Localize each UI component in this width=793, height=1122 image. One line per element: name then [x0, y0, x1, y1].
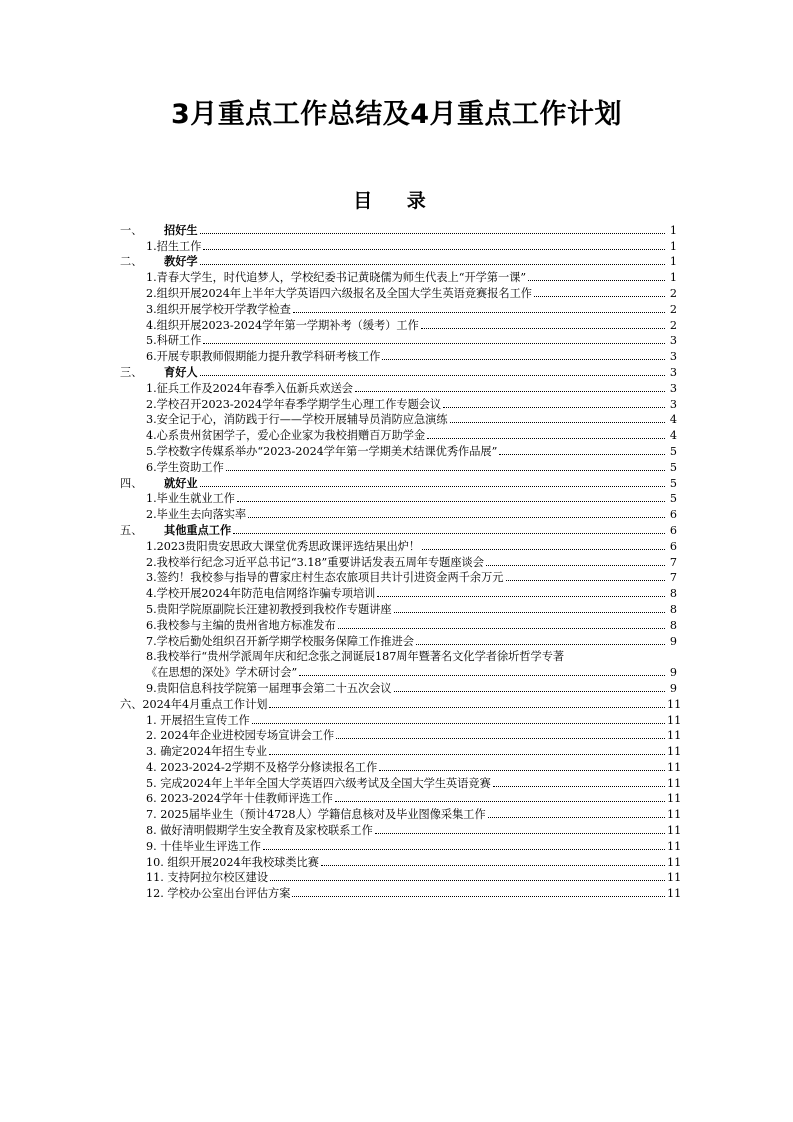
toc-entry-label: 4.组织开展2023-2024学年第一学期补考（缓考）工作 [146, 318, 419, 332]
toc-page-number: 2 [669, 302, 677, 316]
toc-dot-leader [421, 328, 665, 329]
toc-entry[interactable] [120, 664, 677, 680]
toc-dot-leader [226, 470, 665, 471]
toc-entry-label: 5. 完成2024年上半年全国大学英语四六级考试及全国大学生英语竞赛 [146, 776, 491, 790]
toc-heading: 目 录 [353, 190, 440, 212]
toc-entry-number: 五、 [120, 523, 143, 537]
toc-entry[interactable] [120, 538, 677, 554]
toc-dot-leader [200, 264, 665, 265]
toc-entry[interactable] [120, 680, 677, 696]
toc-page-number: 3 [669, 334, 677, 348]
toc-entry-label: 1.青春大学生，时代追梦人，学校纪委书记黄晓儒为师生代表上“开学第一课” [146, 271, 527, 285]
toc-entry-label: 6. 2023-2024学年十佳教师评选工作 [146, 792, 333, 806]
toc-entry-label: 1. 开展招生宣传工作 [146, 713, 250, 727]
toc-entry[interactable] [120, 728, 682, 744]
toc-dot-leader [321, 865, 665, 866]
toc-entry-label: 5.贵阳学院原副院长汪建初教授到我校作专题讲座 [146, 602, 392, 616]
toc-entry-label: 7.学校后勤处组织召开新学期学校服务保障工作推进会 [146, 634, 414, 648]
toc-dot-leader [416, 644, 665, 645]
toc-entry-label: 5.学校数字传媒系举办“2023-2024学年第一学期美术结课优秀作品展” [146, 444, 498, 458]
toc-entry[interactable] [120, 333, 677, 349]
toc-entry[interactable] [120, 364, 677, 380]
toc-page-number: 5 [669, 444, 677, 458]
toc-entry-label: 1.征兵工作及2024年春季入伍新兵欢送会 [146, 381, 353, 395]
toc-dot-leader [377, 596, 665, 597]
toc-entry[interactable] [120, 285, 677, 301]
toc-entry-label: 3.安全记于心，消防践于行——学校开展辅导员消防应急演练 [146, 413, 448, 427]
toc-entry[interactable] [120, 412, 677, 428]
toc-page-number: 11 [667, 839, 682, 853]
toc-entry[interactable] [120, 238, 677, 254]
toc-entry-label: 3.签约！我校参与指导的曹家庄村生态农旅项目共计引进资金两千余万元 [146, 571, 504, 585]
toc-entry[interactable] [120, 806, 682, 822]
toc-dot-leader [200, 233, 665, 234]
toc-entry-label: 7. 2025届毕业生（预计4728人）学籍信息核对及毕业图像采集工作 [146, 808, 486, 822]
toc-dot-leader [335, 801, 665, 802]
toc-entry-label: 9. 十佳毕业生评选工作 [146, 839, 261, 853]
toc-entry-label: 4. 2023-2024-2学期不及格学分修读报名工作 [146, 760, 378, 774]
toc-dot-leader [379, 770, 665, 771]
toc-dot-leader [200, 486, 665, 487]
toc-entry-label: 1.2023贵阳贵安思政大课堂优秀思政课评选结果出炉！ [146, 539, 421, 553]
toc-dot-leader [269, 707, 665, 708]
toc-dot-leader [203, 343, 665, 344]
toc-dot-leader [488, 817, 665, 818]
toc-entry[interactable] [120, 775, 682, 791]
toc-entry-number: 六、 [120, 697, 143, 711]
toc-page-number: 6 [669, 508, 677, 522]
toc-page-number: 5 [669, 460, 677, 474]
toc-page-number: 6 [669, 539, 677, 553]
toc-page-number: 3 [669, 350, 677, 364]
toc-page-number: 11 [667, 745, 682, 759]
toc-page-number: 11 [667, 792, 682, 806]
toc-page-number: 8 [669, 618, 677, 632]
toc-entry-label: 2. 2024年企业进校园专场宣讲会工作 [146, 729, 335, 743]
toc-entry-number: 二、 [120, 255, 143, 269]
toc-dot-leader [293, 312, 665, 313]
toc-entry-label: 3.组织开展学校开学教学检查 [146, 302, 291, 316]
toc-page-number: 9 [669, 634, 677, 648]
toc-page-number: 4 [669, 429, 677, 443]
toc-dot-leader [506, 580, 666, 581]
toc-dot-leader [486, 565, 665, 566]
toc-entry[interactable] [120, 443, 677, 459]
toc-dot-leader [355, 391, 665, 392]
toc-page-number: 11 [667, 697, 682, 711]
toc-entry[interactable] [120, 743, 682, 759]
toc-entry[interactable] [120, 601, 677, 617]
toc-entry-label: 6.我校参与主编的贵州省地方标准发布 [146, 618, 336, 632]
toc-entry[interactable] [120, 491, 677, 507]
toc-entry[interactable] [120, 759, 682, 775]
toc-page-number: 2 [669, 318, 677, 332]
toc-entry-label: 9.贵阳信息科技学院第一届理事会第二十五次会议 [146, 681, 392, 695]
toc-entry-label: 4.学校开展2024年防范电信网络诈骗专项培训 [146, 587, 376, 601]
toc-entry[interactable] [120, 475, 677, 491]
toc-page-number: 1 [669, 271, 677, 285]
toc-entry[interactable] [120, 427, 677, 443]
toc-entry[interactable] [120, 222, 677, 238]
toc-page-number: 3 [669, 397, 677, 411]
toc-entry[interactable] [120, 870, 682, 886]
toc-page-number: 11 [667, 729, 682, 743]
toc-entry-label: 5.科研工作 [146, 334, 202, 348]
toc-page-number: 1 [669, 223, 677, 237]
toc-dot-leader [499, 454, 665, 455]
toc-entry[interactable] [120, 712, 682, 728]
toc-page-number: 11 [667, 824, 682, 838]
toc-entry[interactable] [120, 554, 677, 570]
toc-page-number: 1 [669, 255, 677, 269]
toc-entry[interactable] [120, 254, 677, 270]
toc-entry[interactable] [120, 380, 677, 396]
toc-entry[interactable] [120, 838, 682, 854]
toc-entry-label: 8.我校举行“贵州学派周年庆和纪念张之洞诞辰187周年暨著名文化学者徐圻哲学专著 [146, 650, 565, 664]
toc-entry-label: 2.学校召开2023-2024学年春季学期学生心理工作专题会议 [146, 397, 442, 411]
toc-dot-leader [493, 786, 665, 787]
toc-entry-label: 11. 支持阿拉尔校区建设 [146, 871, 269, 885]
toc-dot-leader [427, 438, 665, 439]
toc-entry[interactable] [120, 822, 682, 838]
toc-entry-label: 教好学 [164, 255, 198, 269]
toc-page-number: 7 [669, 571, 677, 585]
toc-page-number: 11 [667, 713, 682, 727]
toc-entry[interactable] [120, 301, 677, 317]
toc-dot-leader [528, 280, 665, 281]
toc-entry-label: 2.组织开展2024年上半年大学英语四六级报名及全国大学生英语竞赛报名工作 [146, 286, 532, 300]
toc-page-number: 9 [669, 666, 677, 680]
toc-entry-label: 4.心系贵州贫困学子，爱心企业家为我校捐赠百万助学金 [146, 429, 426, 443]
toc-dot-leader [443, 407, 665, 408]
toc-page-number: 6 [669, 523, 677, 537]
toc-dot-leader [270, 880, 665, 881]
toc-page-number: 9 [669, 681, 677, 695]
toc-page-number: 5 [669, 476, 677, 490]
toc-page-number: 5 [669, 492, 677, 506]
toc-page-number: 8 [669, 587, 677, 601]
toc-dot-leader [233, 533, 665, 534]
toc-entry[interactable] [120, 617, 677, 633]
toc-page-number: 11 [667, 887, 682, 901]
toc-dot-leader [292, 896, 665, 897]
toc-entry-number: 一、 [120, 223, 143, 237]
toc-page-number: 11 [667, 855, 682, 869]
toc-entry[interactable] [120, 348, 677, 364]
toc-entry[interactable] [120, 885, 682, 901]
toc-entry-number: 四、 [120, 476, 143, 490]
toc-entry[interactable] [120, 696, 682, 712]
toc-dot-leader [237, 501, 665, 502]
toc-entry-label: 1.招生工作 [146, 239, 202, 253]
toc-entry-label: 招好生 [164, 223, 198, 237]
toc-dot-leader [269, 754, 665, 755]
toc-page-number: 11 [667, 871, 682, 885]
toc-entry[interactable] [120, 459, 677, 475]
toc-entry-label: 2.毕业生去向落实率 [146, 508, 247, 522]
toc-dot-leader [338, 628, 665, 629]
toc-page-number: 11 [667, 808, 682, 822]
table-of-contents [120, 222, 682, 901]
toc-entry-label: 《在思想的深处》学术研讨会” [146, 666, 298, 680]
toc-entry-label: 8. 做好清明假期学生安全教育及家校联系工作 [146, 824, 373, 838]
toc-page-number: 3 [669, 381, 677, 395]
toc-entry-label: 6.学生资助工作 [146, 460, 224, 474]
toc-entry-label: 12. 学校办公室出台评估方案 [146, 887, 291, 901]
toc-entry-label: 6.开展专职教师假期能力提升教学科研考核工作 [146, 350, 381, 364]
toc-entry[interactable] [120, 396, 677, 412]
toc-dot-leader [203, 249, 665, 250]
toc-dot-leader [299, 675, 665, 676]
toc-page-number: 11 [667, 776, 682, 790]
toc-entry[interactable] [120, 791, 682, 807]
toc-dot-leader [422, 549, 665, 550]
toc-entry-label: 3. 确定2024年招生专业 [146, 745, 268, 759]
toc-dot-leader [375, 833, 665, 834]
toc-page-number: 7 [669, 555, 677, 569]
toc-entry-label: 2024年4月重点工作计划 [142, 697, 268, 711]
toc-page-number: 4 [669, 413, 677, 427]
toc-dot-leader [248, 517, 665, 518]
toc-page-number: 3 [669, 365, 677, 379]
toc-dot-leader [534, 296, 665, 297]
toc-dot-leader [252, 723, 665, 724]
toc-entry[interactable] [120, 269, 677, 285]
toc-dot-leader [382, 359, 665, 360]
toc-entry[interactable] [120, 570, 677, 586]
toc-page-number: 8 [669, 602, 677, 616]
toc-entry-label: 育好人 [164, 365, 198, 379]
toc-entry-number: 三、 [120, 365, 143, 379]
toc-dot-leader [394, 691, 665, 692]
toc-dot-leader [450, 422, 665, 423]
toc-entry-label: 10. 组织开展2024年我校球类比赛 [146, 855, 319, 869]
toc-dot-leader [263, 849, 665, 850]
toc-entry-label: 1.毕业生就业工作 [146, 492, 235, 506]
toc-entry[interactable] [120, 854, 682, 870]
toc-entry[interactable] [120, 317, 677, 333]
toc-entry[interactable] [120, 585, 677, 601]
toc-dot-leader [336, 738, 665, 739]
toc-page-number: 11 [667, 760, 682, 774]
toc-entry[interactable] [120, 649, 677, 665]
toc-entry-label: 就好业 [164, 476, 198, 490]
page-title: 3月重点工作总结及4月重点工作计划 [170, 99, 623, 130]
toc-entry-label: 其他重点工作 [164, 523, 232, 537]
toc-entry[interactable] [120, 522, 677, 538]
toc-entry-label: 2.我校举行纪念习近平总书记“3.18”重要讲话发表五周年专题座谈会 [146, 555, 484, 569]
toc-entry[interactable] [120, 506, 677, 522]
toc-entry[interactable] [120, 633, 677, 649]
toc-dot-leader [200, 375, 665, 376]
toc-page-number: 1 [669, 239, 677, 253]
toc-page-number: 2 [669, 286, 677, 300]
toc-dot-leader [394, 612, 665, 613]
